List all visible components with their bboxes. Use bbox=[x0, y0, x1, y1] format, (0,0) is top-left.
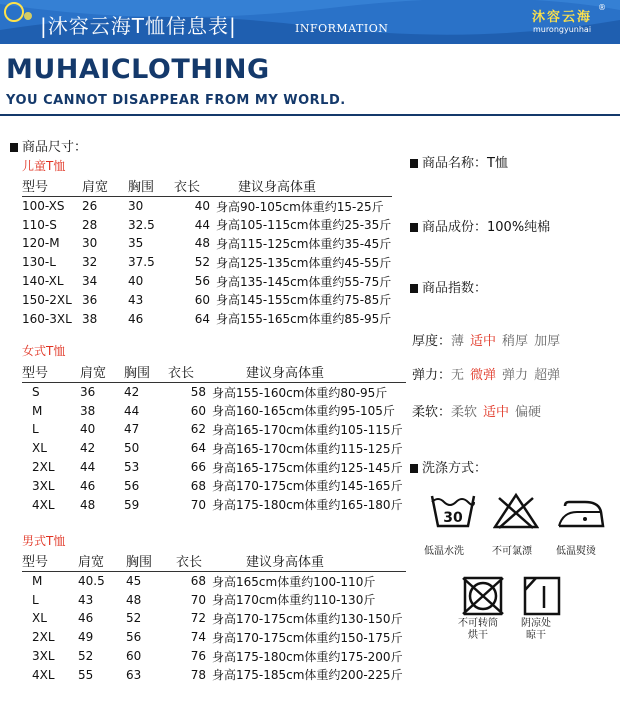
shade-dry-caption: 阴凉处 晾干 bbox=[521, 618, 551, 641]
shoulder-width: 43 bbox=[78, 592, 94, 607]
no-tumble-dry-icon bbox=[460, 576, 506, 616]
length: 76 bbox=[190, 649, 206, 664]
chest: 48 bbox=[126, 592, 142, 607]
low-temp-wash-caption: 低温水洗 bbox=[424, 546, 464, 557]
length: 74 bbox=[190, 630, 206, 645]
kids-size-table bbox=[22, 176, 392, 328]
bullet-square-icon bbox=[410, 159, 418, 168]
low-temp-iron-caption: 低温熨烫 bbox=[556, 546, 596, 557]
length: 66 bbox=[190, 460, 206, 475]
chest: 45 bbox=[126, 574, 142, 589]
shoulder-width: 42 bbox=[80, 441, 96, 456]
size-model: 160-3XL bbox=[22, 311, 72, 326]
recommended-fit: 身高145-155cm体重约75-85斤 bbox=[216, 293, 392, 308]
header-info-label: INFORMATION bbox=[295, 22, 389, 35]
chest: 40 bbox=[128, 274, 144, 289]
col-header: 建议身高体重 bbox=[206, 551, 406, 572]
shoulder-width: 28 bbox=[82, 217, 98, 232]
shoulder-width: 36 bbox=[80, 385, 96, 400]
size-model: 2XL bbox=[32, 460, 55, 475]
chest: 56 bbox=[126, 630, 142, 645]
chest: 52 bbox=[126, 611, 142, 626]
header-banner bbox=[0, 0, 620, 44]
softness-label: 柔软： bbox=[412, 405, 452, 420]
size-row bbox=[22, 495, 406, 514]
chest: 63 bbox=[126, 667, 142, 682]
size-row bbox=[22, 215, 392, 234]
size-model: 130-L bbox=[22, 255, 56, 270]
size-row bbox=[22, 572, 406, 591]
size-model: 120-M bbox=[22, 236, 60, 251]
length: 60 bbox=[190, 403, 206, 418]
recommended-fit: 身高175-180cm体重约165-180斤 bbox=[212, 498, 403, 513]
size-model: 4XL bbox=[32, 667, 55, 682]
size-model: 3XL bbox=[32, 478, 55, 493]
size-model: 3XL bbox=[32, 649, 55, 664]
length: 48 bbox=[194, 236, 210, 251]
chest: 50 bbox=[124, 441, 140, 456]
recommended-fit: 身高115-125cm体重约35-45斤 bbox=[216, 236, 392, 251]
length: 68 bbox=[190, 574, 206, 589]
chest: 47 bbox=[124, 422, 140, 437]
size-model: M bbox=[32, 574, 43, 589]
shoulder-width: 36 bbox=[82, 292, 98, 307]
thickness-option: 适中 bbox=[470, 334, 497, 349]
no-bleach-caption: 不可氯漂 bbox=[492, 546, 532, 557]
women-size-table bbox=[22, 362, 406, 514]
women-category-label: 女式T恤 bbox=[22, 344, 66, 358]
length: 78 bbox=[190, 667, 206, 682]
thickness-label: 厚度： bbox=[412, 334, 452, 349]
chest: 56 bbox=[124, 478, 140, 493]
chest: 59 bbox=[124, 497, 140, 512]
chest: 43 bbox=[128, 292, 144, 307]
length: 40 bbox=[194, 199, 210, 214]
thickness-option: 薄 bbox=[451, 334, 465, 349]
kids-category-label: 儿童T恤 bbox=[22, 159, 66, 173]
size-row bbox=[22, 458, 406, 477]
shoulder-width: 49 bbox=[78, 630, 94, 645]
size-row bbox=[22, 609, 406, 628]
elasticity-option: 无 bbox=[451, 368, 465, 383]
no-tumble-dry-caption: 不可转筒 烘干 bbox=[458, 618, 498, 641]
size-row bbox=[22, 590, 406, 609]
recommended-fit: 身高165cm体重约100-110斤 bbox=[212, 574, 376, 589]
length: 44 bbox=[194, 217, 210, 232]
recommended-fit: 身高155-165cm体重约85-95斤 bbox=[216, 312, 392, 327]
shoulder-width: 40 bbox=[80, 422, 96, 437]
length: 62 bbox=[190, 422, 206, 437]
bullet-square-icon bbox=[410, 284, 418, 293]
length: 60 bbox=[194, 292, 210, 307]
chest: 42 bbox=[124, 385, 140, 400]
men-size-table bbox=[22, 551, 406, 684]
length: 52 bbox=[194, 255, 210, 270]
shoulder-width: 52 bbox=[78, 649, 94, 664]
shoulder-width: 55 bbox=[78, 667, 94, 682]
low-temp-iron-icon bbox=[555, 494, 607, 530]
size-row bbox=[22, 647, 406, 666]
col-header: 胸围 bbox=[128, 176, 174, 197]
shoulder-width: 32 bbox=[82, 255, 98, 270]
recommended-fit: 身高170-175cm体重约150-175斤 bbox=[212, 630, 403, 645]
length: 72 bbox=[190, 611, 206, 626]
size-row bbox=[22, 290, 392, 309]
shoulder-width: 46 bbox=[78, 611, 94, 626]
recommended-fit: 身高135-145cm体重约55-75斤 bbox=[216, 274, 392, 289]
size-model: M bbox=[32, 403, 43, 418]
elasticity-index bbox=[412, 364, 566, 383]
recommended-fit: 身高155-160cm体重约80-95斤 bbox=[212, 385, 388, 400]
brand-name: MUHAICLOTHING bbox=[6, 54, 270, 85]
col-header: 建议身高体重 bbox=[206, 362, 406, 383]
chest: 37.5 bbox=[128, 255, 155, 270]
product-material: 商品成份：100%纯棉 bbox=[410, 216, 550, 235]
recommended-fit: 身高90-105cm体重约15-25斤 bbox=[216, 199, 384, 214]
header-title: |沐容云海T恤信息表| bbox=[40, 14, 237, 38]
brand-logo: 沐容云海 murongyunhai ® bbox=[531, 3, 606, 34]
size-row bbox=[22, 476, 406, 495]
divider bbox=[0, 114, 620, 116]
no-bleach-icon bbox=[493, 492, 539, 530]
size-model: 100-XS bbox=[22, 199, 65, 214]
col-header: 肩宽 bbox=[78, 551, 126, 572]
recommended-fit: 身高160-165cm体重约95-105斤 bbox=[212, 404, 395, 419]
bullet-square-icon bbox=[410, 464, 418, 473]
col-header: 建议身高体重 bbox=[210, 176, 392, 197]
col-header: 胸围 bbox=[126, 551, 176, 572]
chest: 53 bbox=[124, 460, 140, 475]
shoulder-width: 30 bbox=[82, 236, 98, 251]
softness-option: 柔软 bbox=[451, 405, 478, 420]
chest: 35 bbox=[128, 236, 144, 251]
wash-title: 洗涤方式： bbox=[410, 457, 487, 476]
shoulder-width: 38 bbox=[82, 311, 98, 326]
softness-option: 偏硬 bbox=[515, 405, 542, 420]
thickness-option: 稍厚 bbox=[502, 334, 529, 349]
size-row bbox=[22, 272, 392, 291]
thickness-option: 加厚 bbox=[534, 334, 561, 349]
elasticity-label: 弹力： bbox=[412, 368, 452, 383]
col-header: 型号 bbox=[22, 362, 80, 383]
recommended-fit: 身高105-115cm体重约25-35斤 bbox=[216, 218, 392, 233]
size-row bbox=[22, 253, 392, 272]
length: 56 bbox=[194, 274, 210, 289]
size-model: 140-XL bbox=[22, 274, 64, 289]
elasticity-option: 弹力 bbox=[502, 368, 529, 383]
size-model: L bbox=[32, 422, 39, 437]
col-header: 胸围 bbox=[124, 362, 168, 383]
recommended-fit: 身高170-175cm体重约130-150斤 bbox=[212, 611, 403, 626]
recommended-fit: 身高165-170cm体重约105-115斤 bbox=[212, 422, 403, 437]
thickness-index bbox=[412, 330, 566, 349]
recommended-fit: 身高165-170cm体重约115-125斤 bbox=[212, 441, 403, 456]
col-header: 衣长 bbox=[168, 362, 206, 383]
size-row bbox=[22, 439, 406, 458]
size-row bbox=[22, 401, 406, 420]
shoulder-width: 46 bbox=[80, 478, 96, 493]
col-header: 肩宽 bbox=[80, 362, 124, 383]
shoulder-width: 48 bbox=[80, 497, 96, 512]
chest: 32.5 bbox=[128, 217, 155, 232]
men-category-label: 男式T恤 bbox=[22, 534, 66, 548]
shoulder-width: 40.5 bbox=[78, 574, 105, 589]
shade-dry-icon bbox=[522, 576, 562, 616]
size-model: 4XL bbox=[32, 497, 55, 512]
low-temp-wash-icon bbox=[430, 492, 476, 530]
length: 64 bbox=[190, 441, 206, 456]
size-row bbox=[22, 234, 392, 253]
length: 64 bbox=[194, 311, 210, 326]
chest: 44 bbox=[124, 403, 140, 418]
recommended-fit: 身高170cm体重约110-130斤 bbox=[212, 593, 376, 608]
size-model: XL bbox=[32, 611, 47, 626]
wash-symbols bbox=[410, 490, 620, 650]
shoulder-width: 26 bbox=[82, 199, 98, 214]
recommended-fit: 身高170-175cm体重约145-165斤 bbox=[212, 479, 403, 494]
size-section-title: 商品尺寸： bbox=[10, 136, 87, 155]
col-header: 肩宽 bbox=[82, 176, 128, 197]
recommended-fit: 身高125-135cm体重约45-55斤 bbox=[216, 255, 392, 270]
size-row bbox=[22, 665, 406, 684]
chest: 60 bbox=[126, 649, 142, 664]
shoulder-width: 34 bbox=[82, 274, 98, 289]
length: 70 bbox=[190, 592, 206, 607]
bullet-square-icon bbox=[10, 143, 18, 152]
recommended-fit: 身高175-180cm体重约175-200斤 bbox=[212, 649, 403, 664]
size-row bbox=[22, 383, 406, 402]
size-model: 110-S bbox=[22, 217, 57, 232]
product-index-title: 商品指数： bbox=[410, 277, 487, 296]
length: 68 bbox=[190, 478, 206, 493]
elasticity-option: 超弹 bbox=[534, 368, 561, 383]
product-name: 商品名称：T恤 bbox=[410, 152, 508, 171]
recommended-fit: 身高175-185cm体重约200-225斤 bbox=[212, 668, 403, 683]
size-model: XL bbox=[32, 441, 47, 456]
size-row bbox=[22, 628, 406, 647]
wash-temp-label: 30 bbox=[443, 510, 463, 526]
chest: 30 bbox=[128, 199, 144, 214]
shoulder-width: 38 bbox=[80, 403, 96, 418]
size-model: L bbox=[32, 592, 39, 607]
softness-index bbox=[412, 401, 547, 420]
col-header: 衣长 bbox=[174, 176, 210, 197]
elasticity-option: 微弹 bbox=[470, 368, 497, 383]
bullet-square-icon bbox=[410, 223, 418, 232]
size-model: 2XL bbox=[32, 630, 55, 645]
chest: 46 bbox=[128, 311, 144, 326]
softness-option: 适中 bbox=[483, 405, 510, 420]
size-model: S bbox=[32, 385, 40, 400]
size-row bbox=[22, 197, 392, 216]
shoulder-width: 44 bbox=[80, 460, 96, 475]
col-header: 型号 bbox=[22, 551, 78, 572]
length: 70 bbox=[190, 497, 206, 512]
length: 58 bbox=[190, 385, 206, 400]
brand-slogan: YOU CANNOT DISAPPEAR FROM MY WORLD. bbox=[6, 93, 346, 108]
size-row bbox=[22, 309, 392, 328]
col-header: 衣长 bbox=[176, 551, 206, 572]
col-header: 型号 bbox=[22, 176, 82, 197]
size-model: 150-2XL bbox=[22, 292, 72, 307]
size-row bbox=[22, 420, 406, 439]
recommended-fit: 身高165-175cm体重约125-145斤 bbox=[212, 460, 403, 475]
